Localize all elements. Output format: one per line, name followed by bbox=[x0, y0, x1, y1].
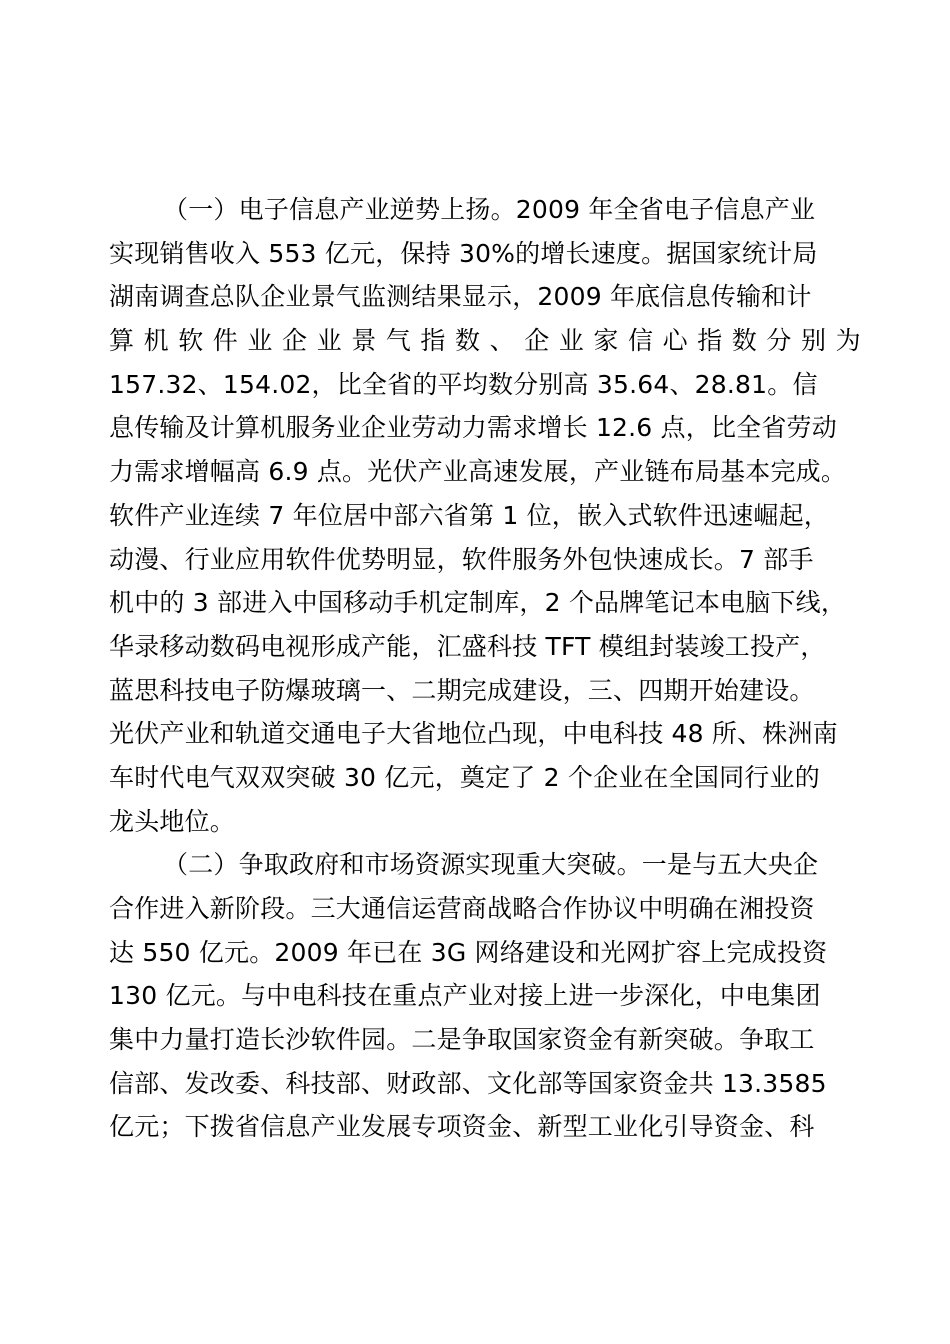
text-line: 光伏产业和轨道交通电子大省地位凸现，中电科技 48 所、株洲南 bbox=[109, 719, 838, 749]
text-line: 亿元；下拨省信息产业发展专项资金、新型工业化引导资金、科 bbox=[109, 1112, 815, 1142]
text-line: 蓝思科技电子防爆玻璃一、二期完成建设，三、四期开始建设。 bbox=[109, 675, 815, 705]
text-line: 息传输及计算机服务业企业劳动力需求增长 12.6 点，比全省劳动 bbox=[109, 413, 837, 443]
text-line: 157.32、154.02，比全省的平均数分别高 35.64、28.81。信 bbox=[109, 369, 818, 399]
text-line: 机中的 3 部进入中国移动手机定制库，2 个品牌笔记本电脑下线， bbox=[109, 588, 847, 618]
text-line: 车时代电气双双突破 30 亿元，奠定了 2 个企业在全国同行业的 bbox=[109, 762, 820, 792]
text-line: 湖南调查总队企业景气监测结果显示，2009 年底信息传输和计 bbox=[109, 282, 812, 312]
text-line: 动漫、行业应用软件优势明显，软件服务外包快速成长。7 部手 bbox=[109, 544, 814, 574]
text-line: 达 550 亿元。2009 年已在 3G 网络建设和光网扩容上完成投资 bbox=[109, 937, 828, 967]
text-line: 合作进入新阶段。三大通信运营商战略合作协议中明确在湘投资 bbox=[109, 894, 815, 923]
text-line: 集中力量打造长沙软件园。二是争取国家资金有新突破。争取工 bbox=[109, 1025, 815, 1055]
text-line: 算机软件业企业景气指数、企业家信心指数分别为 bbox=[109, 326, 871, 356]
text-line: 力需求增幅高 6.9 点。光伏产业高速发展，产业链布局基本完成。 bbox=[109, 457, 847, 487]
body-text bbox=[109, 188, 871, 1149]
text-line-paragraph-1-start: （一）电子信息产业逆势上扬。2009 年全省电子信息产业 bbox=[163, 195, 816, 224]
text-line: 实现销售收入 553 亿元，保持 30%的增长速度。据国家统计局 bbox=[109, 238, 818, 268]
text-line: 华录移动数码电视形成产能，汇盛科技 TFT 模组封装竣工投产， bbox=[109, 631, 826, 661]
text-line: 龙头地位。 bbox=[109, 806, 236, 836]
text-line: 信部、发改委、科技部、财政部、文化部等国家资金共 13.3585 bbox=[109, 1068, 827, 1098]
text-line-paragraph-2-start: （二）争取政府和市场资源实现重大突破。一是与五大央企 bbox=[163, 850, 819, 880]
text-line: 130 亿元。与中电科技在重点产业对接上进一步深化，中电集团 bbox=[109, 981, 821, 1011]
text-line: 软件产业连续 7 年位居中部六省第 1 位，嵌入式软件迅速崛起， bbox=[109, 500, 830, 530]
